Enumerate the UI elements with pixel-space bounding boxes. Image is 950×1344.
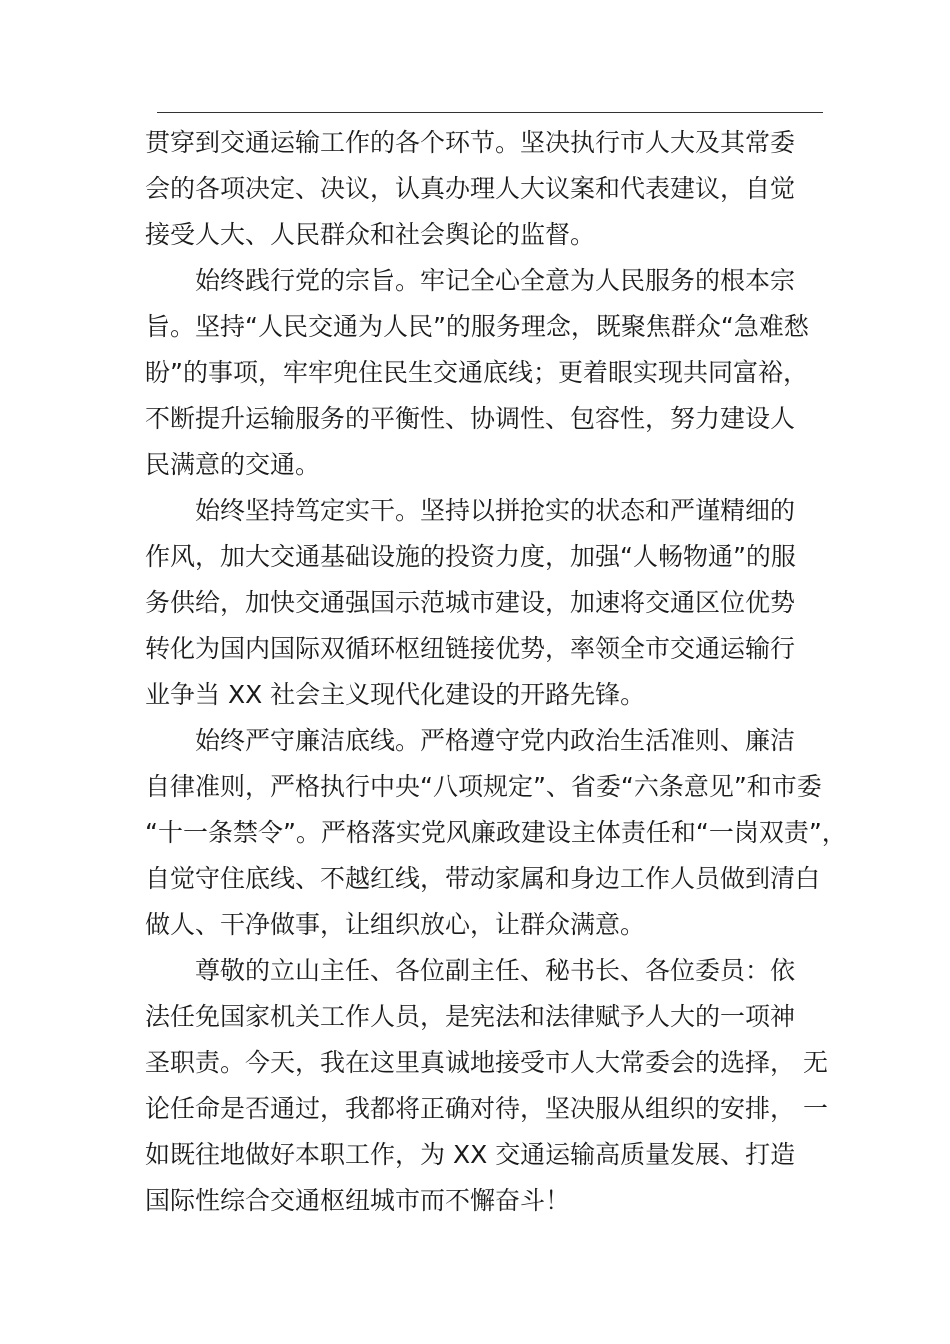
text-line: 转化为国内国际双循环枢纽链接优势，率领全市交通运输行 xyxy=(145,634,796,663)
text-line: 圣职责。今天，我在这里真诚地接受市人大常委会的选择， 无 xyxy=(145,1048,828,1077)
text-line: 贯穿到交通运输工作的各个环节。坚决执行市人大及其常委 xyxy=(145,128,796,157)
text-line: 民满意的交通。 xyxy=(145,450,321,479)
text-line: 不断提升运输服务的平衡性、协调性、包容性，努力建设人 xyxy=(145,404,796,433)
header-rule xyxy=(157,112,823,113)
text-line: “十一条禁令”。严格落实党风廉政建设主体责任和“一岗双责”， xyxy=(145,818,847,847)
body-text xyxy=(145,120,847,1224)
text-line: 会的各项决定、决议，认真办理人大议案和代表建议，自觉 xyxy=(145,174,796,203)
text-line: 务供给，加快交通强国示范城市建设，加速将交通区位优势 xyxy=(145,588,796,617)
text-line: 盼”的事项，牢牢兜住民生交通底线；更着眼实现共同富裕， xyxy=(145,358,808,387)
text-line: 作风，加大交通基础设施的投资力度，加强“人畅物通”的服 xyxy=(145,542,796,571)
text-line: 始终践行党的宗旨。牢记全心全意为人民服务的根本宗 xyxy=(195,266,796,295)
text-line: 国际性综合交通枢纽城市而不懈奋斗！ xyxy=(145,1186,571,1215)
text-line: 法任免国家机关工作人员，是宪法和法律赋予人大的一项神 xyxy=(145,1002,796,1031)
text-line: 自律准则，严格执行中央“八项规定”、省委“六条意见”和市委 xyxy=(145,772,822,801)
text-line: 尊敬的立山主任、各位副主任、秘书长、各位委员：依 xyxy=(195,956,796,985)
text-line: 论任命是否通过，我都将正确对待，坚决服从组织的安排， 一 xyxy=(145,1094,828,1123)
text-line: 业争当 XX 社会主义现代化建设的开路先锋。 xyxy=(145,680,646,709)
text-line: 始终严守廉洁底线。严格遵守党内政治生活准则、廉洁 xyxy=(195,726,796,755)
text-line: 始终坚持笃定实干。坚持以拼抢实的状态和严谨精细的 xyxy=(195,496,796,525)
text-line: 接受人大、人民群众和社会舆论的监督。 xyxy=(145,220,596,249)
text-line: 做人、干净做事，让组织放心，让群众满意。 xyxy=(145,910,646,939)
text-line: 自觉守住底线、不越红线，带动家属和身边工作人员做到清白 xyxy=(145,864,821,893)
text-line: 旨。坚持“人民交通为人民”的服务理念，既聚焦群众“急难愁 xyxy=(145,312,809,341)
text-line: 如既往地做好本职工作，为 XX 交通运输高质量发展、打造 xyxy=(145,1140,796,1169)
